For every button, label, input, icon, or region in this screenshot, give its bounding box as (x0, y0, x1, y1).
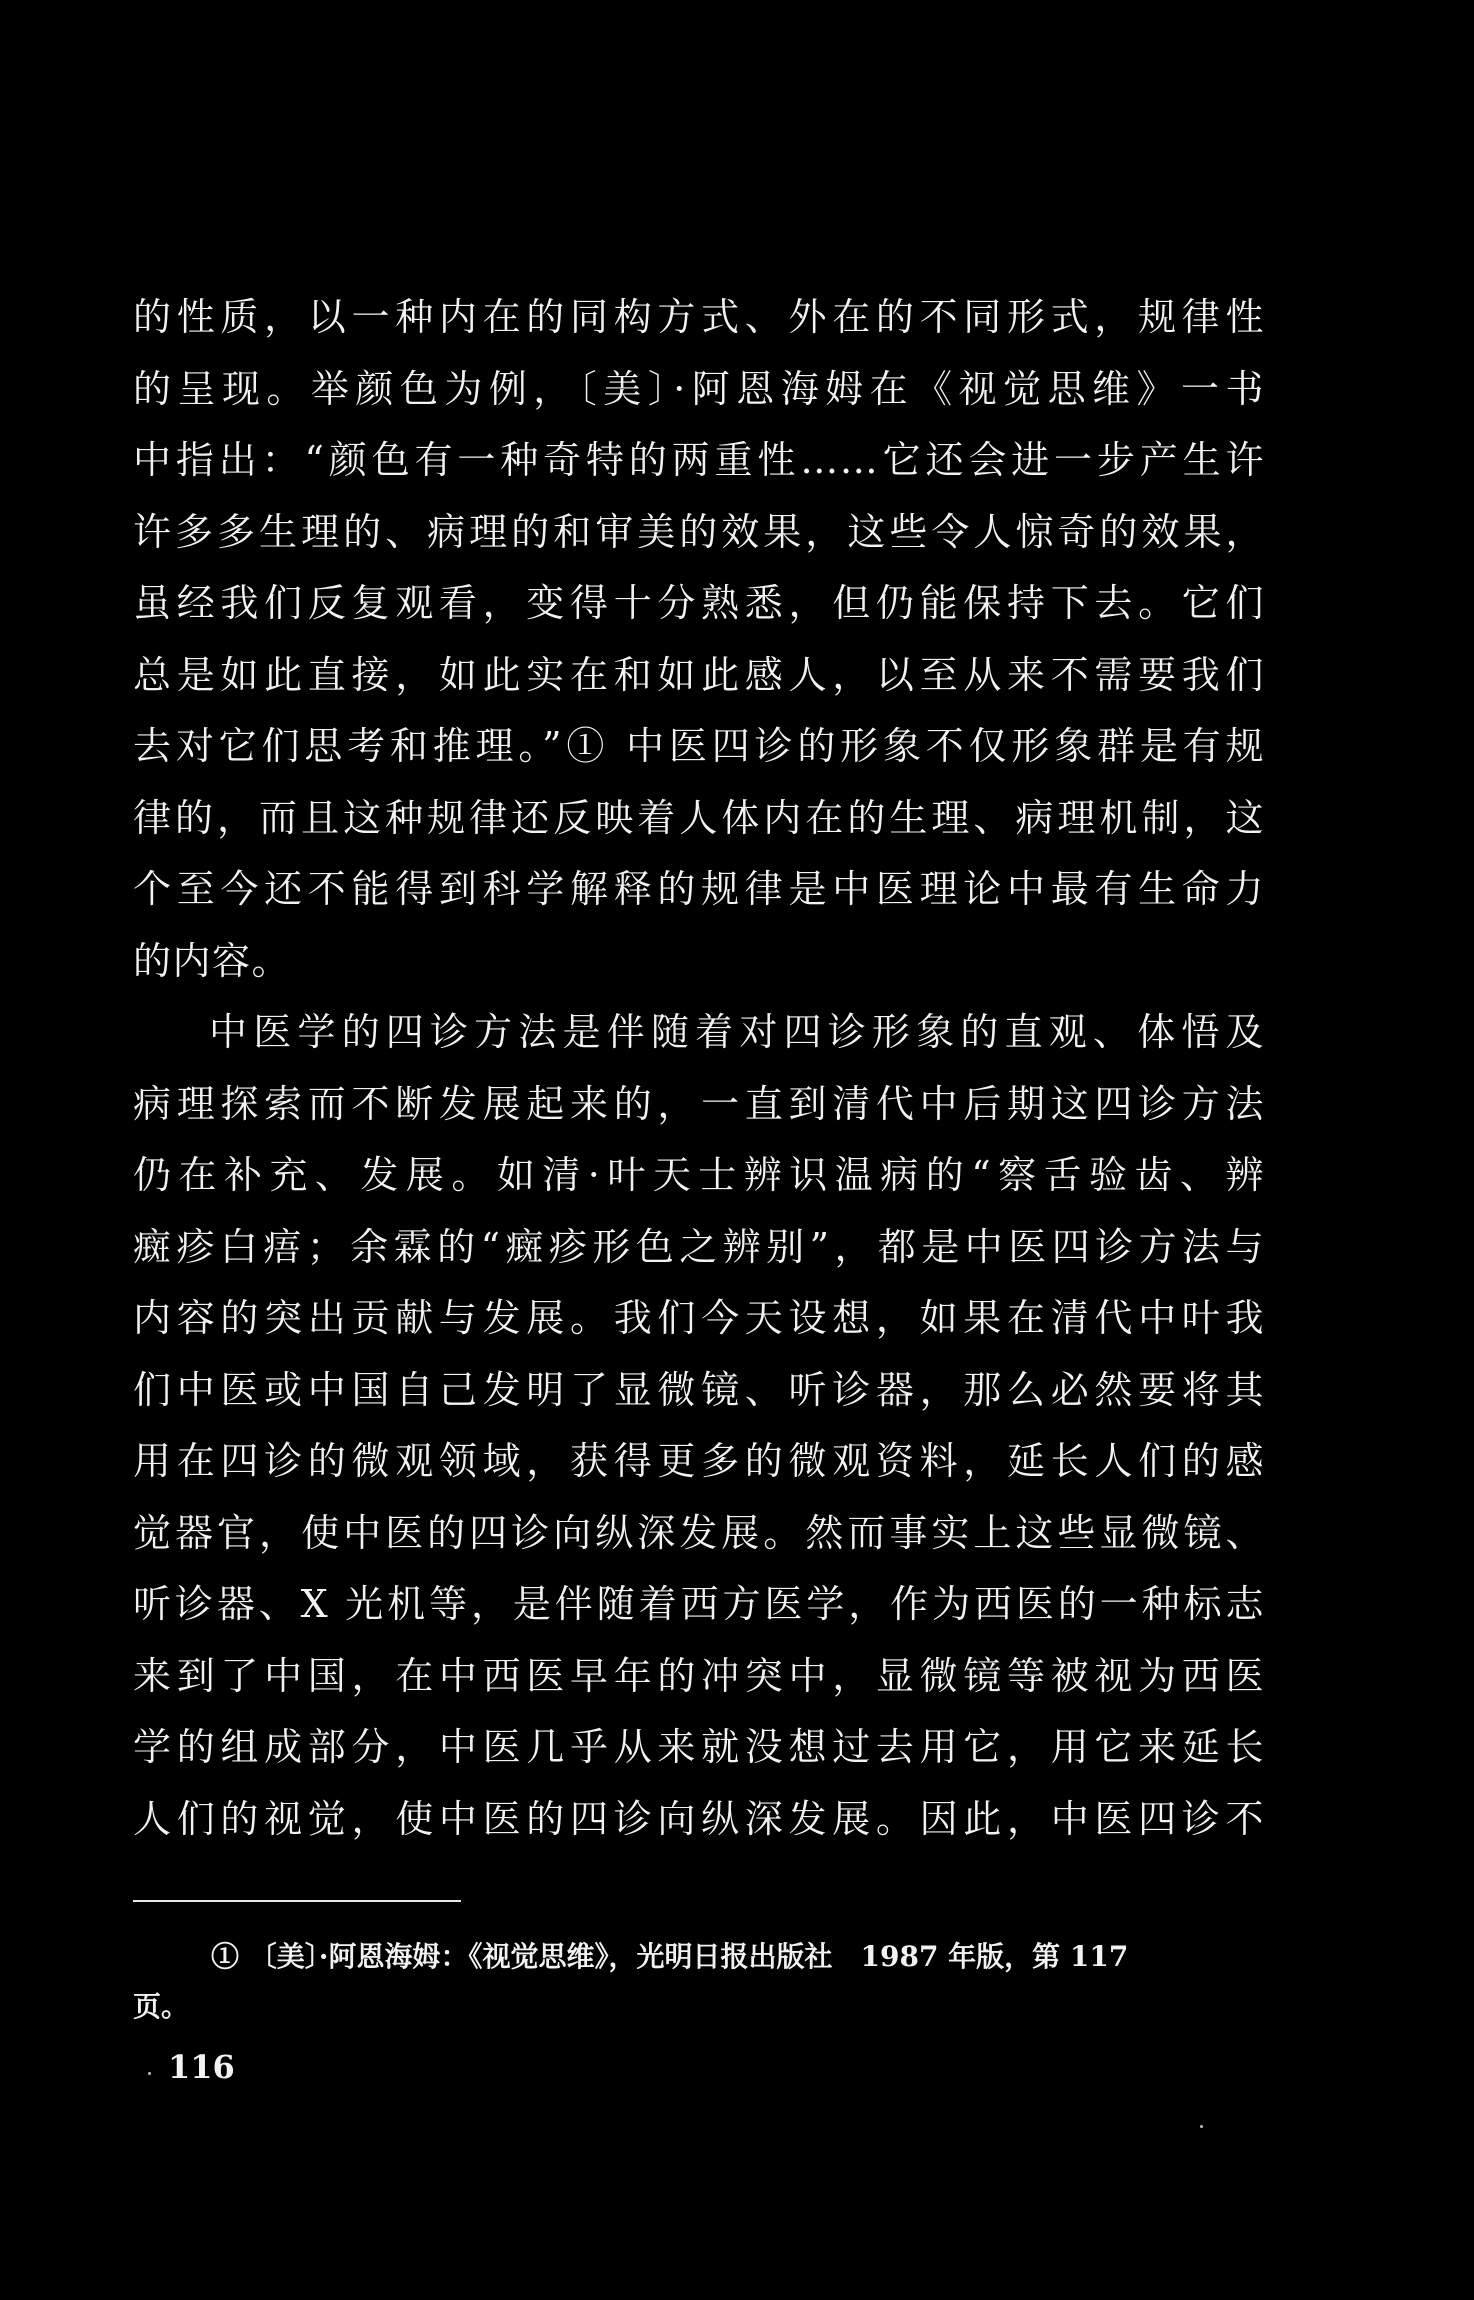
footnote-divider (133, 1900, 461, 1902)
text-line: 虽经我们反复观看，变得十分熟悉，但仍能保持下去。它们 (133, 581, 1265, 625)
footnote-line: 页。 (133, 1990, 190, 2023)
text-line: 人们的视觉，使中医的四诊向纵深发展。因此，中医四诊不 (133, 1796, 1265, 1841)
text-line: 来到了中国，在中西医早年的冲突中，显微镜等被视为西医 (133, 1653, 1265, 1698)
page-number: 116 (168, 2048, 235, 2086)
text-line: 病理探索而不断发展起来的，一直到清代中后期这四诊方法 (133, 1081, 1265, 1126)
text-line: 中医学的四诊方法是伴随着对四诊形象的直观、体悟及 (209, 1010, 1265, 1054)
paragraph-1 (133, 282, 1265, 997)
paragraph-2 (133, 997, 1265, 1855)
text-line: 个至今还不能得到科学解释的规律是中医理论中最有生命力 (133, 867, 1265, 911)
text-line: 中指出：“颜色有一种奇特的两重性……它还会进一步产生许 (133, 438, 1265, 482)
text-line: 癍疹白痦；余霖的“癍疹形色之辨别”，都是中医四诊方法与 (133, 1224, 1265, 1269)
scan-speck (1200, 2125, 1203, 2128)
text-line: 的性质，以一种内在的同构方式、外在的不同形式，规律性 (133, 295, 1265, 339)
text-line: 许多多生理的、病理的和审美的效果，这些令人惊奇的效果， (133, 509, 1265, 554)
footnote (133, 1932, 1265, 2032)
text-line: 总是如此直接，如此实在和如此感人，以至从来不需要我们 (133, 652, 1265, 697)
text-line: 律的，而且这种规律还反映着人体内在的生理、病理机制，这 (133, 795, 1265, 840)
text-line: 内容的突出贡献与发展。我们今天设想，如果在清代中叶我 (133, 1296, 1265, 1340)
text-line: 去对它们思考和推理。”① 中医四诊的形象不仅形象群是有规 (133, 724, 1265, 768)
text-line: 们中医或中国自己发明了显微镜、听诊器，那么必然要将其 (133, 1367, 1265, 1412)
text-line: 用在四诊的微观领域，获得更多的微观资料，延长人们的感 (133, 1439, 1265, 1483)
text-line: 觉器官，使中医的四诊向纵深发展。然而事实上这些显微镜、 (133, 1510, 1265, 1555)
text-line: 的内容。 (133, 938, 292, 983)
scan-speck (148, 2072, 151, 2075)
footnote-line: ① 〔美〕·阿恩海姆：《视觉思维》，光明日报出版社 1987 年版，第 117 (211, 1940, 1129, 1973)
text-line: 的呈现。举颜色为例，〔美〕·阿恩海姆在《视觉思维》一书 (133, 366, 1265, 411)
text-line: 仍在补充、发展。如清·叶天士辨识温病的“察舌验齿、辨 (133, 1153, 1265, 1197)
text-line: 学的组成部分，中医几乎从来就没想过去用它，用它来延长 (133, 1725, 1265, 1769)
text-line: 听诊器、X 光机等，是伴随着西方医学，作为西医的一种标志 (133, 1582, 1265, 1626)
body-text (133, 282, 1265, 1855)
